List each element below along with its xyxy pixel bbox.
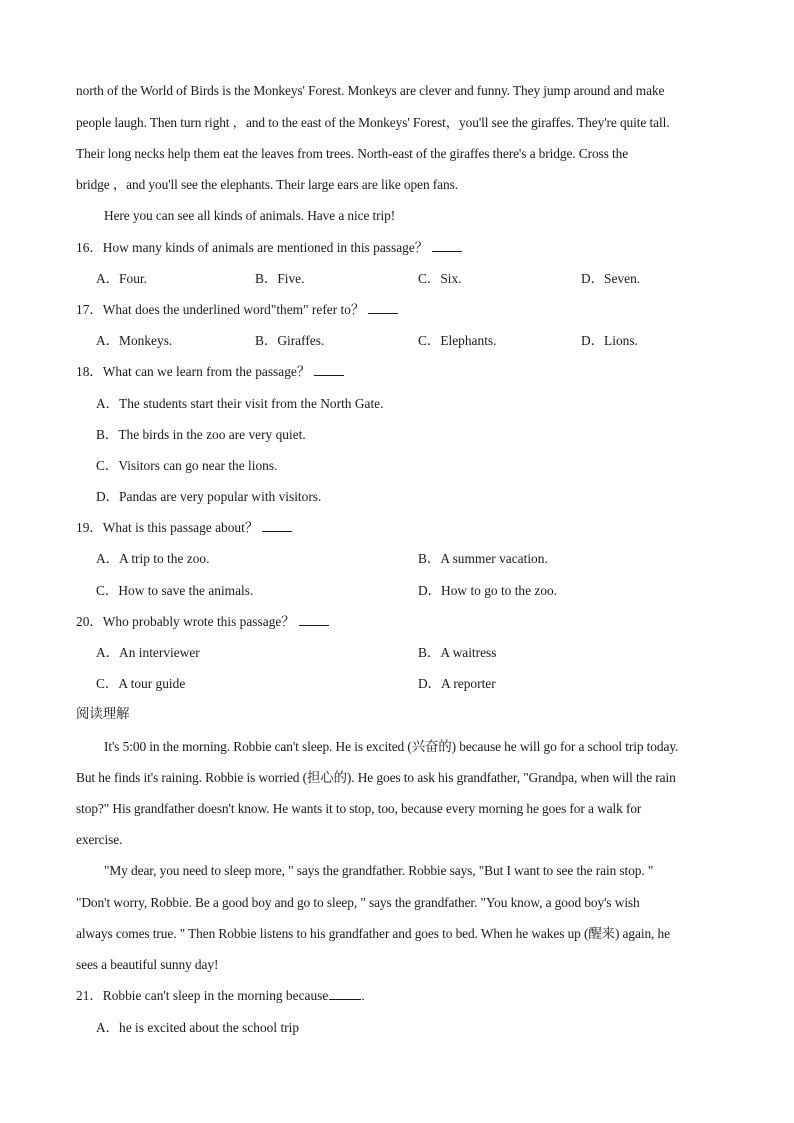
option-a: A．The students start their visit from the North Gate.	[96, 396, 384, 411]
passage-line: Their long necks help them eat the leaves from trees. North-east of the giraffes there's a bridge. Cross the	[76, 146, 629, 161]
passage-line: bridge ，and you'll see the elephants. Their large ears are like open fans.	[76, 177, 458, 192]
option-d: D．A reporter	[418, 676, 496, 691]
answer-blank[interactable]	[314, 363, 344, 376]
section-title: 阅读理解	[76, 707, 130, 722]
option-c: C．Six.	[418, 271, 462, 286]
passage-line: north of the World of Birds is the Monkeys' Forest. Monkeys are clever and funny. They jump around and make	[76, 83, 665, 98]
passage-line: sees a beautiful sunny day!	[76, 957, 219, 972]
option-a: A．Monkeys.	[96, 333, 173, 348]
passage-line: "Don't worry, Robbie. Be a good boy and go to sleep, " says the grandfather. "You know, a good boy's wish	[76, 895, 640, 910]
option-a: A．he is excited about the school trip	[96, 1020, 300, 1035]
question-17: 17．What does the underlined word"them" refer to？	[76, 301, 398, 319]
passage-line: always comes true. " Then Robbie listens to his grandfather and goes to bed. When he wakes up (醒来) again, he	[76, 926, 670, 941]
passage-line: "My dear, you need to sleep more, " says the grandfather. Robbie says, "But I want to see the rain stop. "	[104, 863, 654, 878]
option-d: D．How to go to the zoo.	[418, 583, 558, 598]
question-19: 19．What is this passage about？	[76, 519, 292, 537]
option-b: B．Five.	[255, 271, 305, 286]
passage-line: It's 5:00 in the morning. Robbie can't sleep. He is excited (兴奋的) because he will go for a school trip today.	[104, 739, 679, 754]
passage-closing: Here you can see all kinds of animals. Have a nice trip!	[104, 208, 396, 223]
answer-blank[interactable]	[299, 613, 329, 626]
option-b: B．The birds in the zoo are very quiet.	[96, 427, 306, 442]
option-a: A．Four.	[96, 271, 147, 286]
option-a: A．A trip to the zoo.	[96, 551, 210, 566]
option-b: B．Giraffes.	[255, 333, 325, 348]
question-20: 20．Who probably wrote this passage？	[76, 613, 329, 631]
answer-blank[interactable]	[329, 987, 361, 1000]
option-c: C．Visitors can go near the lions.	[96, 458, 278, 473]
option-d: D．Seven.	[581, 271, 641, 286]
passage-line: people laugh. Then turn right ，and to the east of the Monkeys' Forest，you'll see the giraffes. They're quite tall.	[76, 115, 670, 130]
passage-line: stop?" His grandfather doesn't know. He wants it to stop, too, because every morning he goes for a walk for	[76, 801, 642, 816]
answer-blank[interactable]	[368, 301, 398, 314]
question-18: 18．What can we learn from the passage？	[76, 363, 344, 381]
option-a: A．An interviewer	[96, 645, 200, 660]
option-c: C．A tour guide	[96, 676, 186, 691]
option-b: B．A summer vacation.	[418, 551, 548, 566]
answer-blank[interactable]	[432, 239, 462, 252]
question-21: 21．Robbie can't sleep in the morning because .	[76, 988, 365, 1003]
option-c: C．Elephants.	[418, 333, 497, 348]
option-c: C．How to save the animals.	[96, 583, 254, 598]
option-d: D．Pandas are very popular with visitors.	[96, 489, 322, 504]
option-b: B．A waitress	[418, 645, 497, 660]
answer-blank[interactable]	[262, 519, 292, 532]
question-16: 16．How many kinds of animals are mentioned in this passage？	[76, 239, 462, 257]
passage-line: exercise.	[76, 832, 123, 847]
option-d: D．Lions.	[581, 333, 638, 348]
passage-line: But he finds it's raining. Robbie is worried (担心的). He goes to ask his grandfather, "Grandpa, when will the rain	[76, 770, 676, 785]
